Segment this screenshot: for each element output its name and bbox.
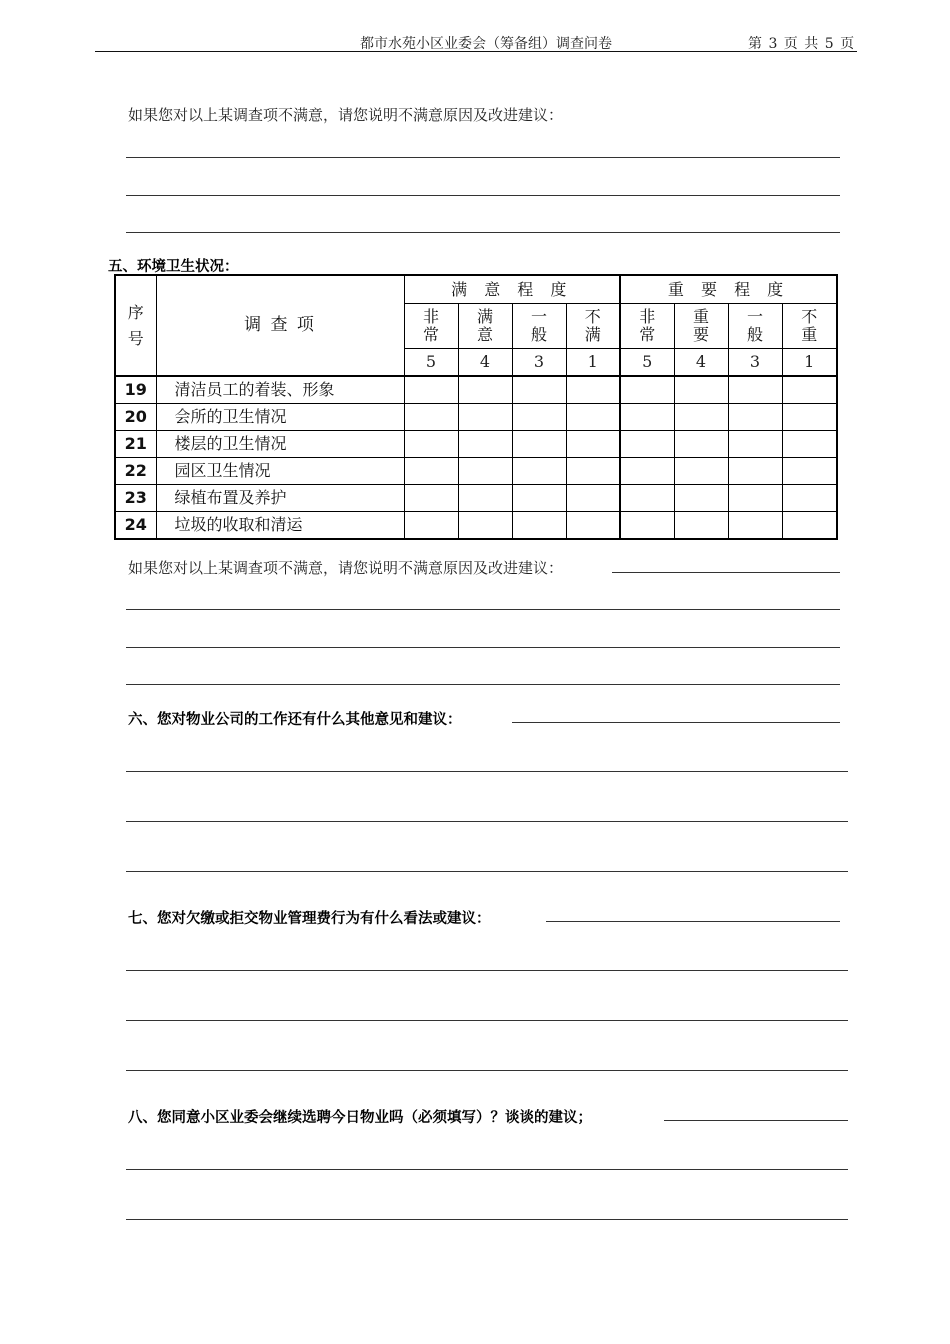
row-seq: 19 <box>115 376 156 404</box>
satisfaction-rating-cell[interactable] <box>458 458 512 485</box>
satisfaction-rating-cell[interactable] <box>566 376 620 404</box>
satisfaction-rating-cell[interactable] <box>404 431 458 458</box>
satisfaction-header: 满 意 程 度 <box>404 275 620 304</box>
satisfaction-rating-cell[interactable] <box>512 404 566 431</box>
satisfaction-rating-cell[interactable] <box>512 376 566 404</box>
prev-comment-line-1[interactable] <box>126 157 840 158</box>
section8-inline-answer-line[interactable] <box>664 1120 848 1121</box>
importance-rating-cell[interactable] <box>782 431 837 458</box>
section8-answer-line-1[interactable] <box>126 1169 848 1170</box>
satisfaction-rating-cell[interactable] <box>512 512 566 540</box>
section6-answer-line-1[interactable] <box>126 771 848 772</box>
score-label: 1 <box>782 349 837 377</box>
satisfaction-rating-cell[interactable] <box>512 485 566 512</box>
page-number: 第 3 页 共 5 页 <box>748 36 856 52</box>
section7-answer-line-2[interactable] <box>126 1020 848 1021</box>
importance-level-not-important: 不 重 <box>782 304 837 349</box>
satisfaction-rating-cell[interactable] <box>404 458 458 485</box>
importance-rating-cell[interactable] <box>728 512 782 540</box>
importance-rating-cell[interactable] <box>620 404 674 431</box>
satisfaction-rating-cell[interactable] <box>458 376 512 404</box>
section5-comment-line-1[interactable] <box>126 609 840 610</box>
importance-rating-cell[interactable] <box>782 404 837 431</box>
section5-title: 五、环境卫生状况： <box>108 259 239 275</box>
row-item: 楼层的卫生情况 <box>156 431 404 458</box>
satisfaction-rating-cell[interactable] <box>458 512 512 540</box>
satisfaction-level-very: 非 常 <box>404 304 458 349</box>
row-seq: 20 <box>115 404 156 431</box>
header-divider <box>95 51 857 52</box>
row-seq: 23 <box>115 485 156 512</box>
satisfaction-rating-cell[interactable] <box>458 431 512 458</box>
satisfaction-rating-cell[interactable] <box>512 458 566 485</box>
table-row <box>115 485 837 512</box>
satisfaction-level-satisfied: 满 意 <box>458 304 512 349</box>
section7-answer-line-3[interactable] <box>126 1070 848 1071</box>
importance-rating-cell[interactable] <box>782 512 837 540</box>
satisfaction-rating-cell[interactable] <box>566 404 620 431</box>
importance-rating-cell[interactable] <box>674 485 728 512</box>
section5-comment-prompt: 如果您对以上某调查项不满意，请您说明不满意原因及改进建议： <box>128 559 564 577</box>
satisfaction-rating-cell[interactable] <box>404 485 458 512</box>
section6-inline-answer-line[interactable] <box>512 722 840 723</box>
importance-rating-cell[interactable] <box>728 376 782 404</box>
importance-rating-cell[interactable] <box>620 485 674 512</box>
importance-rating-cell[interactable] <box>620 376 674 404</box>
satisfaction-rating-cell[interactable] <box>566 512 620 540</box>
importance-rating-cell[interactable] <box>620 512 674 540</box>
seq-header-char-1: 序 <box>127 302 144 322</box>
score-label: 1 <box>566 349 620 377</box>
importance-rating-cell[interactable] <box>620 458 674 485</box>
section7-title: 七、您对欠缴或拒交物业管理费行为有什么看法或建议： <box>128 911 491 927</box>
importance-rating-cell[interactable] <box>728 404 782 431</box>
satisfaction-rating-cell[interactable] <box>566 485 620 512</box>
score-label: 4 <box>674 349 728 377</box>
section8-title: 八、您同意小区业委会继续选聘今日物业吗（必须填写）？谈谈的建议； <box>128 1110 592 1126</box>
importance-level-very: 非 常 <box>620 304 674 349</box>
satisfaction-rating-cell[interactable] <box>512 431 566 458</box>
score-label: 3 <box>728 349 782 377</box>
row-item: 园区卫生情况 <box>156 458 404 485</box>
importance-rating-cell[interactable] <box>782 458 837 485</box>
table-row <box>115 458 837 485</box>
section6-answer-line-3[interactable] <box>126 871 848 872</box>
score-label: 5 <box>620 349 674 377</box>
satisfaction-level-unsatisfied: 不 满 <box>566 304 620 349</box>
section5-comment-line-2[interactable] <box>126 647 840 648</box>
importance-rating-cell[interactable] <box>674 376 728 404</box>
section6-title: 六、您对物业公司的工作还有什么其他意见和建议： <box>128 712 462 728</box>
satisfaction-rating-cell[interactable] <box>458 404 512 431</box>
section6-answer-line-2[interactable] <box>126 821 848 822</box>
row-item: 清洁员工的着装、形象 <box>156 376 404 404</box>
row-item: 会所的卫生情况 <box>156 404 404 431</box>
satisfaction-level-average: 一 般 <box>512 304 566 349</box>
importance-rating-cell[interactable] <box>674 512 728 540</box>
seq-header-char-2: 号 <box>127 328 144 348</box>
satisfaction-rating-cell[interactable] <box>566 458 620 485</box>
row-item: 垃圾的收取和清运 <box>156 512 404 540</box>
importance-level-important: 重 要 <box>674 304 728 349</box>
hygiene-survey-table <box>114 274 838 540</box>
satisfaction-rating-cell[interactable] <box>404 404 458 431</box>
prev-section-comment-prompt: 如果您对以上某调查项不满意，请您说明不满意原因及改进建议： <box>128 106 564 124</box>
score-label: 5 <box>404 349 458 377</box>
section5-comment-line-3[interactable] <box>126 684 840 685</box>
prev-comment-line-2[interactable] <box>126 195 840 196</box>
row-item: 绿植布置及养护 <box>156 485 404 512</box>
section7-answer-line-1[interactable] <box>126 970 848 971</box>
importance-rating-cell[interactable] <box>728 485 782 512</box>
section7-inline-answer-line[interactable] <box>546 921 840 922</box>
section8-answer-line-2[interactable] <box>126 1219 848 1220</box>
satisfaction-rating-cell[interactable] <box>566 431 620 458</box>
row-seq: 24 <box>115 512 156 540</box>
document-title: 都市水苑小区业委会（筹备组）调查问卷 <box>360 36 612 52</box>
importance-rating-cell[interactable] <box>674 458 728 485</box>
table-row <box>115 512 837 540</box>
importance-rating-cell[interactable] <box>674 431 728 458</box>
importance-rating-cell[interactable] <box>674 404 728 431</box>
table-row <box>115 376 837 404</box>
importance-rating-cell[interactable] <box>728 431 782 458</box>
importance-header: 重 要 程 度 <box>620 275 837 304</box>
item-header: 调 查 项 <box>156 275 404 376</box>
score-label: 4 <box>458 349 512 377</box>
prev-comment-line-3[interactable] <box>126 232 840 233</box>
importance-rating-cell[interactable] <box>728 458 782 485</box>
table-row <box>115 404 837 431</box>
row-seq: 22 <box>115 458 156 485</box>
satisfaction-rating-cell[interactable] <box>404 512 458 540</box>
importance-rating-cell[interactable] <box>782 376 837 404</box>
satisfaction-rating-cell[interactable] <box>458 485 512 512</box>
satisfaction-rating-cell[interactable] <box>404 376 458 404</box>
row-seq: 21 <box>115 431 156 458</box>
score-label: 3 <box>512 349 566 377</box>
seq-header <box>115 275 156 376</box>
table-row <box>115 431 837 458</box>
importance-level-average: 一 般 <box>728 304 782 349</box>
importance-rating-cell[interactable] <box>620 431 674 458</box>
section5-inline-answer-line[interactable] <box>612 572 840 573</box>
importance-rating-cell[interactable] <box>782 485 837 512</box>
